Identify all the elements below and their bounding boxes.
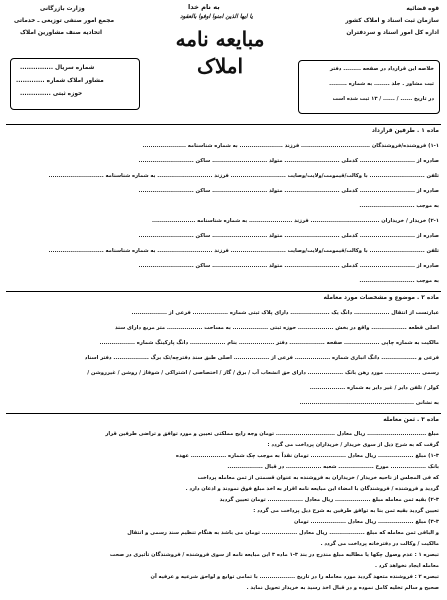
agency-number-field: مشاور املاک شماره ............. [16,78,104,84]
registry-zone-field: حوزه ثبتی .............. [20,91,83,97]
party-line: صادره از ............................ کدملی ............................ متولد ............................ ساکن ............................ [138,188,439,194]
left-header-line: وزارت بازرگانی [40,6,85,12]
price-line: ۲-۳) بقیه ثمن معامله مبلغ .................. ریال معادل .................. تومان تعیین گردید [219,497,439,503]
price-line: گردید و فروشنده / فروشندگان با امضاء این مبایعه نامه اقرار به اخذ مبلغ فوق نمودند و اذعان دارد . [185,486,439,492]
property-line: رسمی .................. مورد رهن بانک .................. دارای حق انشعاب آب / برق / گاز / اختصاصی / اشتراکی / شوفاژ / روشن / غیرروشن / [87,370,439,376]
right-header-line: سازمان ثبت اسناد و املاک کشور [345,18,439,24]
verse: یا ایها الذین امنوا اوفوا بالعقود [180,14,253,20]
property-line: کولر / تلفن دایر / غیر دایر به شماره .................. [309,385,439,391]
divider [6,291,441,292]
serial-number-field: شماره سریال ............... [20,65,95,71]
price-line: که فی المجلس از ناحیه خریدار / خریداران به فروشنده به عنوان قسمتی از ثمن معامله پرداخت [197,475,439,481]
price-line: و الباقی ثمن معامله که مبلغ .................. ریال معادل .................. تومان می باشد به هنگام تنظیم سند رسمی و انتقال [127,530,439,536]
right-header-line: اداره کل امور اسناد و سردفتران [346,30,439,36]
basmala: به نام خدا [188,3,220,11]
price-line: تعیین گردید بقیه ثمن بنا به توافق طرفین به شرح ذیل پرداخت می گردد : [253,508,439,514]
party-line: به موجب ............................ [359,203,439,209]
property-line: عبارتست از انتقال .................. دانگ یک .................... دارای پلاک ثبتی شماره .................. فرعی از .................. [131,310,439,316]
party-line: ۲-۱) خریدار / خریداران ................................... فرزند ...................... به شماره شناسنامه ...................... [152,218,439,224]
property-line: فرعی و .................. دانگ انباری شماره .................. فرعی از .................. اصلی طبق سند دفترچه/تک برگ .................. دفتر اسناد [84,355,439,361]
property-line: به نشانی .......................................................... [299,400,439,406]
property-line: مالکیت به شماره چاپی .................. صفحه .................. دفتر .................. بنام .................. دانگ پارکینگ شماره .................. [99,340,439,346]
price-line: مبلغ .............................. ریال معادل .............................. تومان وجه رایج مملکتی تعیین و مورد توافق و تراضی طرفین قرار [105,431,439,437]
price-line: صحیح و سالم تخلیه کامل نموده و در قبال اخذ رسید به خریدار تحویل نماید . [246,585,439,591]
page-title: مبایعه نامه [175,27,265,51]
party-line: تلفن ............................ با وکالت/قیمومت/ولایت/وصایت ............................ فرزند ............................ به شماره شناسنامه ............................ [48,173,439,179]
party-line: تلفن ............................ با وکالت/قیمومت/ولایت/وصایت ............................ فرزند ............................ به شماره شناسنامه ............................ [48,248,439,254]
section-title: ماده ۳ . ثمن معامله [383,417,439,423]
left-header-line: اتحادیه صنف مشاورین املاک [20,30,103,36]
price-line: تبصره ۲ : فروشنده متعهد گردید مورد معامله را در تاریخ .................. با تمامی توابع و لواحق شرعیه و عرفیه آن [150,574,439,580]
price-line: مالکیت / وکالت در دفترخانه پرداخت می گردد . [320,541,439,547]
price-line: ۳-۳) مبلغ .................. ریال معادل .................. تومان [293,519,439,525]
summary-line: خلاصه این قرارداد در صفحه ......... دفتر [330,66,434,72]
party-line: به موجب ............................ [359,278,439,284]
price-line: گرفت که به شرح ذیل از سوی خریدار / خریداران پرداخت می گردد : [267,442,439,448]
divider [6,413,441,414]
left-header-line: مجمع امور صنفی توزیعی ـ خدماتی [14,18,115,24]
section-title: ماده ۲ . موضوع و مشخصات مورد معامله [323,295,439,301]
page-subtitle: املاک [196,54,244,78]
section-title: ماده ۱ . طرفین قرارداد [371,128,439,134]
price-line: معامله ایجاد نخواهد کرد . [374,563,439,569]
party-line: صادره از ............................ کدملی ............................ متولد ............................ ساکن ............................ [138,263,439,269]
price-line: ۱-۳) مبلغ .................. ریال معادل .................. تومان نقداً به موجب چک شماره .................. عهده [175,453,439,459]
divider [6,124,441,125]
price-line: تبصره ۱ : عدم وصول چکها یا مطالبه مبلغ مندرج در بند ۳-۱ ماده ۳ این مبایعه نامه از سوی فروشنده / فروشندگان تأثیری در صحت [109,552,439,558]
party-line: صادره از ............................ کدملی ............................ متولد ............................ ساکن ............................ [138,158,439,164]
property-line: اصلی قطعه .................. واقع در بخش .................. حوزه ثبتی .................. به مساحت .................. متر مربع دارای سند [115,325,439,331]
summary-line: ثبت مشاور . جلد ........ به شماره ......... [329,81,434,87]
price-line: بانک .................. مورخ .................. شعبه .................. در قبال .................. [227,464,439,470]
right-header-line: قوه قضائیه [406,6,439,12]
summary-line: در تاریخ ...... / ...... / ۱۳ ثبت شده است [332,96,434,102]
party-line: ۱-۱) فروشنده/فروشندگان ................................... فرزند ...................... به شماره شناسنامه ...................... [142,143,439,149]
party-line: صادره از ............................ کدملی ............................ متولد ............................ ساکن ............................ [138,233,439,239]
